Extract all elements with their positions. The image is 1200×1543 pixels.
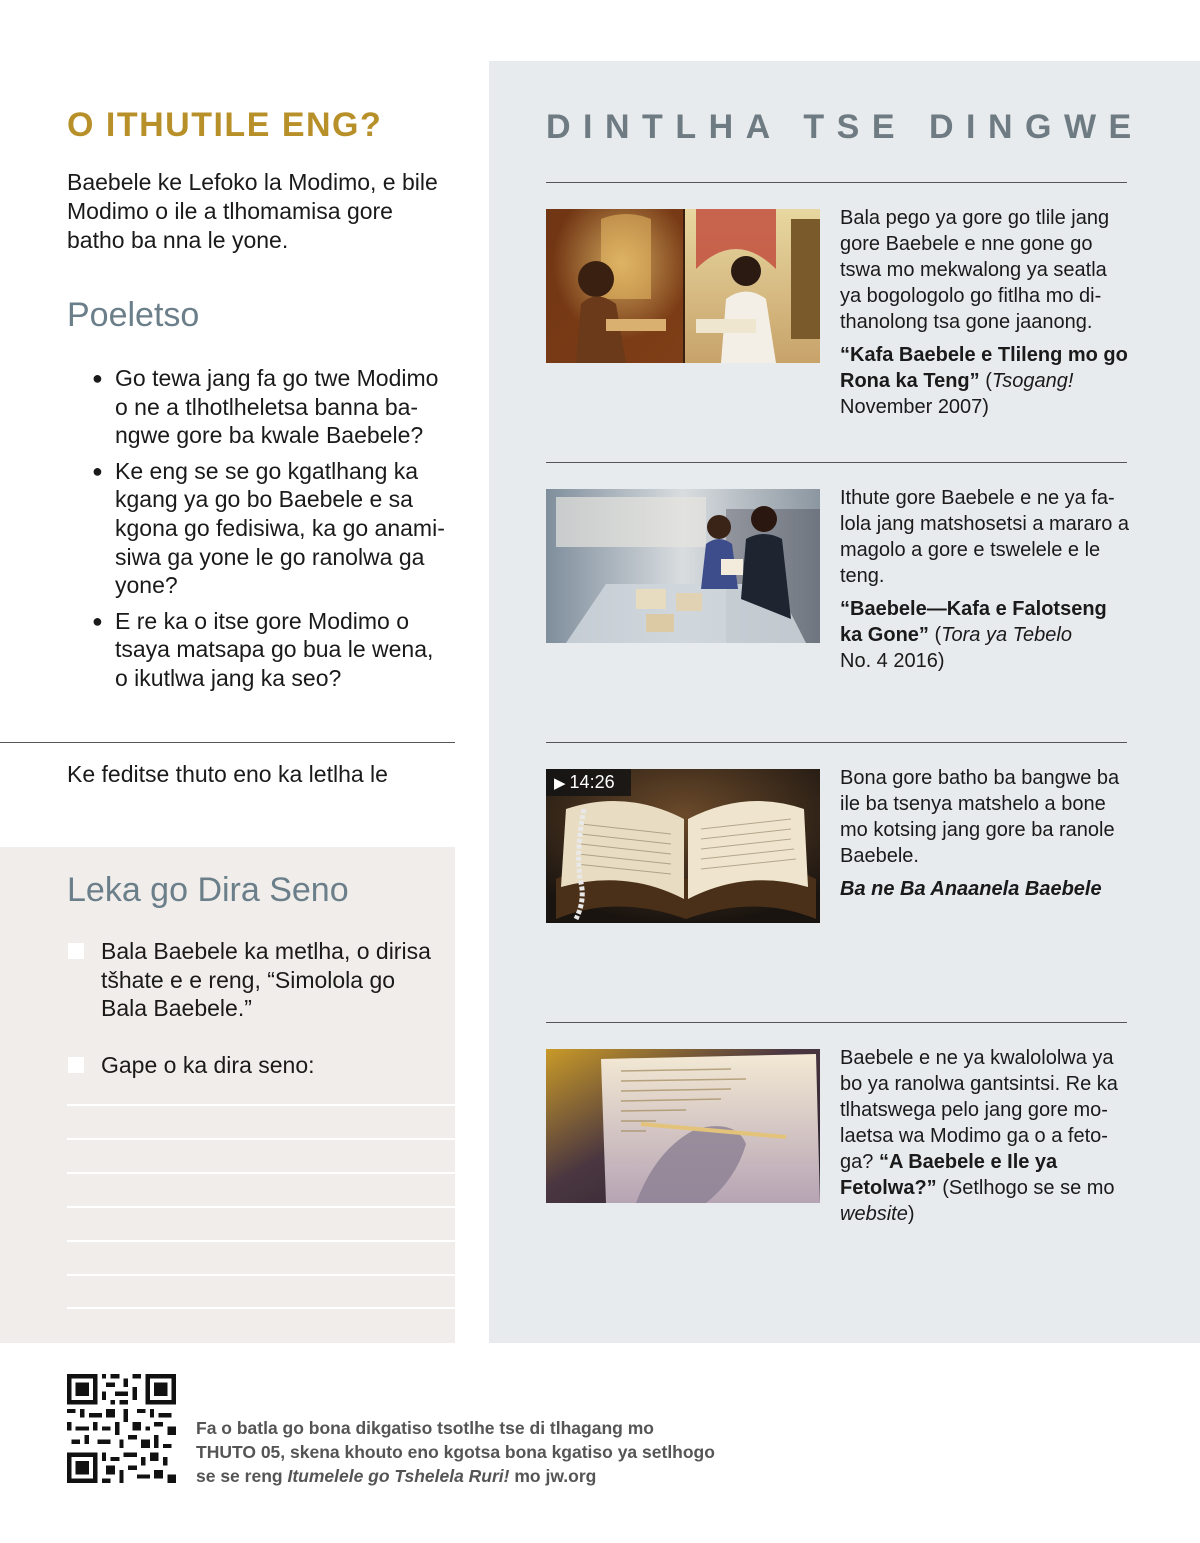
footer-text: Fa o batla go bona dikgatiso tsotlhe tse di tlhagang mo THUTO 05, skena khouto eno kgotsa bona kgatiso ya setlhogo se se reng (196, 1418, 715, 1486)
reference-paren: ) (907, 1203, 915, 1225)
summary-heading: O ITHUTILE ENG? (67, 106, 383, 144)
reference-title[interactable]: “A Baebele e Ile ya Fetolwa?” (840, 1151, 1058, 1199)
entry-description: Bona gore batho ba bangwe ba ile ba tsenya matshelo a bone mo kotsing jang gore ba ranole Baebele. (840, 767, 1120, 867)
divider (0, 742, 455, 743)
entry-description (840, 1045, 1130, 1227)
review-question-text: Go tewa jang fa go twe Modimo o ne a tlhotlheletsa banna ba-ngwe gore ba kwale Baebele? (115, 365, 439, 449)
footer-publication-title[interactable]: Itumelele go Tshelela Ruri! (287, 1466, 510, 1486)
reference-title[interactable]: “Baebele—Kafa e Falotseng ka Gone” (840, 598, 1107, 646)
try-item-text: Gape o ka dira seno: (101, 1052, 315, 1078)
reference-paren: ( (928, 624, 942, 646)
write-line[interactable] (67, 1206, 455, 1208)
manuscript-illustration[interactable] (546, 1049, 820, 1203)
summary-text: Baebele ke Lefoko la Modimo, e bile Modimo o ile a tlhomamisa gore batho ba nna le yone. (67, 169, 438, 253)
more-info-heading: DINTLHA TSE DINGWE (546, 108, 1144, 146)
footer-text-end: mo jw.org (514, 1466, 597, 1486)
divider (546, 182, 1127, 183)
divider (546, 1022, 1127, 1023)
review-question (92, 364, 452, 450)
bullet-icon: ● (92, 460, 103, 481)
bullet-icon: ● (92, 368, 103, 388)
entry-reference[interactable] (840, 342, 1130, 420)
review-question-text: Ke eng se se go kgatlhang ka kgang ya go bo Baebele e sa kgona go fedisiwa, ka go anami-siwa ga yone le go ranolwa ga yone? (115, 457, 445, 599)
entry-description: Bala pego ya gore go tlile jang gore Baebele e nne gone go tswa mo mekwalong ya seatla ya bogologolo go fitlha mo di-thanolong tsa gone jaanong. (840, 207, 1110, 333)
write-line[interactable] (67, 1104, 455, 1106)
reference-date: No. 4 2016) (840, 650, 945, 672)
checkbox-also-do[interactable] (68, 1057, 84, 1073)
review-question-text: E re ka o itse gore Modimo o tsaya matsapa go bua le wena, o ikutlwa jang ka seo? (115, 607, 434, 691)
reference-date: November 2007) (840, 396, 989, 418)
qr-code[interactable] (67, 1374, 176, 1483)
write-line[interactable] (67, 1274, 455, 1276)
translators-illustration[interactable] (546, 209, 820, 363)
write-line[interactable] (67, 1138, 455, 1140)
write-line[interactable] (67, 1307, 455, 1309)
try-this-panel (0, 847, 455, 1343)
museum-illustration[interactable] (546, 489, 820, 643)
reference-source: (Setlhogo se se mo (942, 1177, 1115, 1199)
entry-description-text: Baebele e ne ya kwalololwa ya bo ya ranolwa gantsintsi. Re ka tlhatswega pelo jang gore mo-laetsa wa Modimo ga o a feto-ga? (840, 1047, 1118, 1173)
write-line[interactable] (67, 1172, 455, 1174)
checkbox-read-bible[interactable] (68, 943, 84, 959)
review-heading: Poeletso (67, 296, 200, 334)
video-duration: 14:26 (569, 772, 615, 792)
try-this-heading: Leka go Dira Seno (67, 871, 349, 909)
reference-source-website: website (840, 1203, 908, 1225)
try-item-text: Bala Baebele ka metlha, o dirisa tšhate e e reng, “Simolola go Bala Baebele.” (101, 938, 431, 1022)
review-question (92, 607, 452, 693)
reference-title[interactable]: “Kafa Baebele e Tlileng mo go Rona ka Teng” (840, 344, 1128, 392)
review-questions-list (92, 364, 452, 700)
review-question (92, 457, 452, 600)
footer-note (196, 1416, 716, 1488)
reference-source: Tsogang! (991, 370, 1074, 392)
video-duration-badge[interactable] (546, 769, 631, 796)
play-icon[interactable]: ▶ (554, 775, 566, 792)
entry-reference[interactable] (840, 876, 1130, 902)
completed-date-label: Ke feditse thuto eno ka letlha le (67, 761, 388, 787)
divider (546, 462, 1127, 463)
entry-reference[interactable] (840, 596, 1130, 674)
divider (546, 742, 1127, 743)
reference-paren: ( (979, 370, 992, 392)
entry-description: Ithute gore Baebele e ne ya fa-lola jang matshosetsi a mararo a magolo a gore e tswelele e le teng. (840, 487, 1130, 587)
reference-source: Tora ya Tebelo (941, 624, 1072, 646)
video-title[interactable]: Ba ne Ba Anaanela Baebele (840, 878, 1102, 900)
write-line[interactable] (67, 1240, 455, 1242)
bullet-icon: ● (92, 610, 103, 631)
